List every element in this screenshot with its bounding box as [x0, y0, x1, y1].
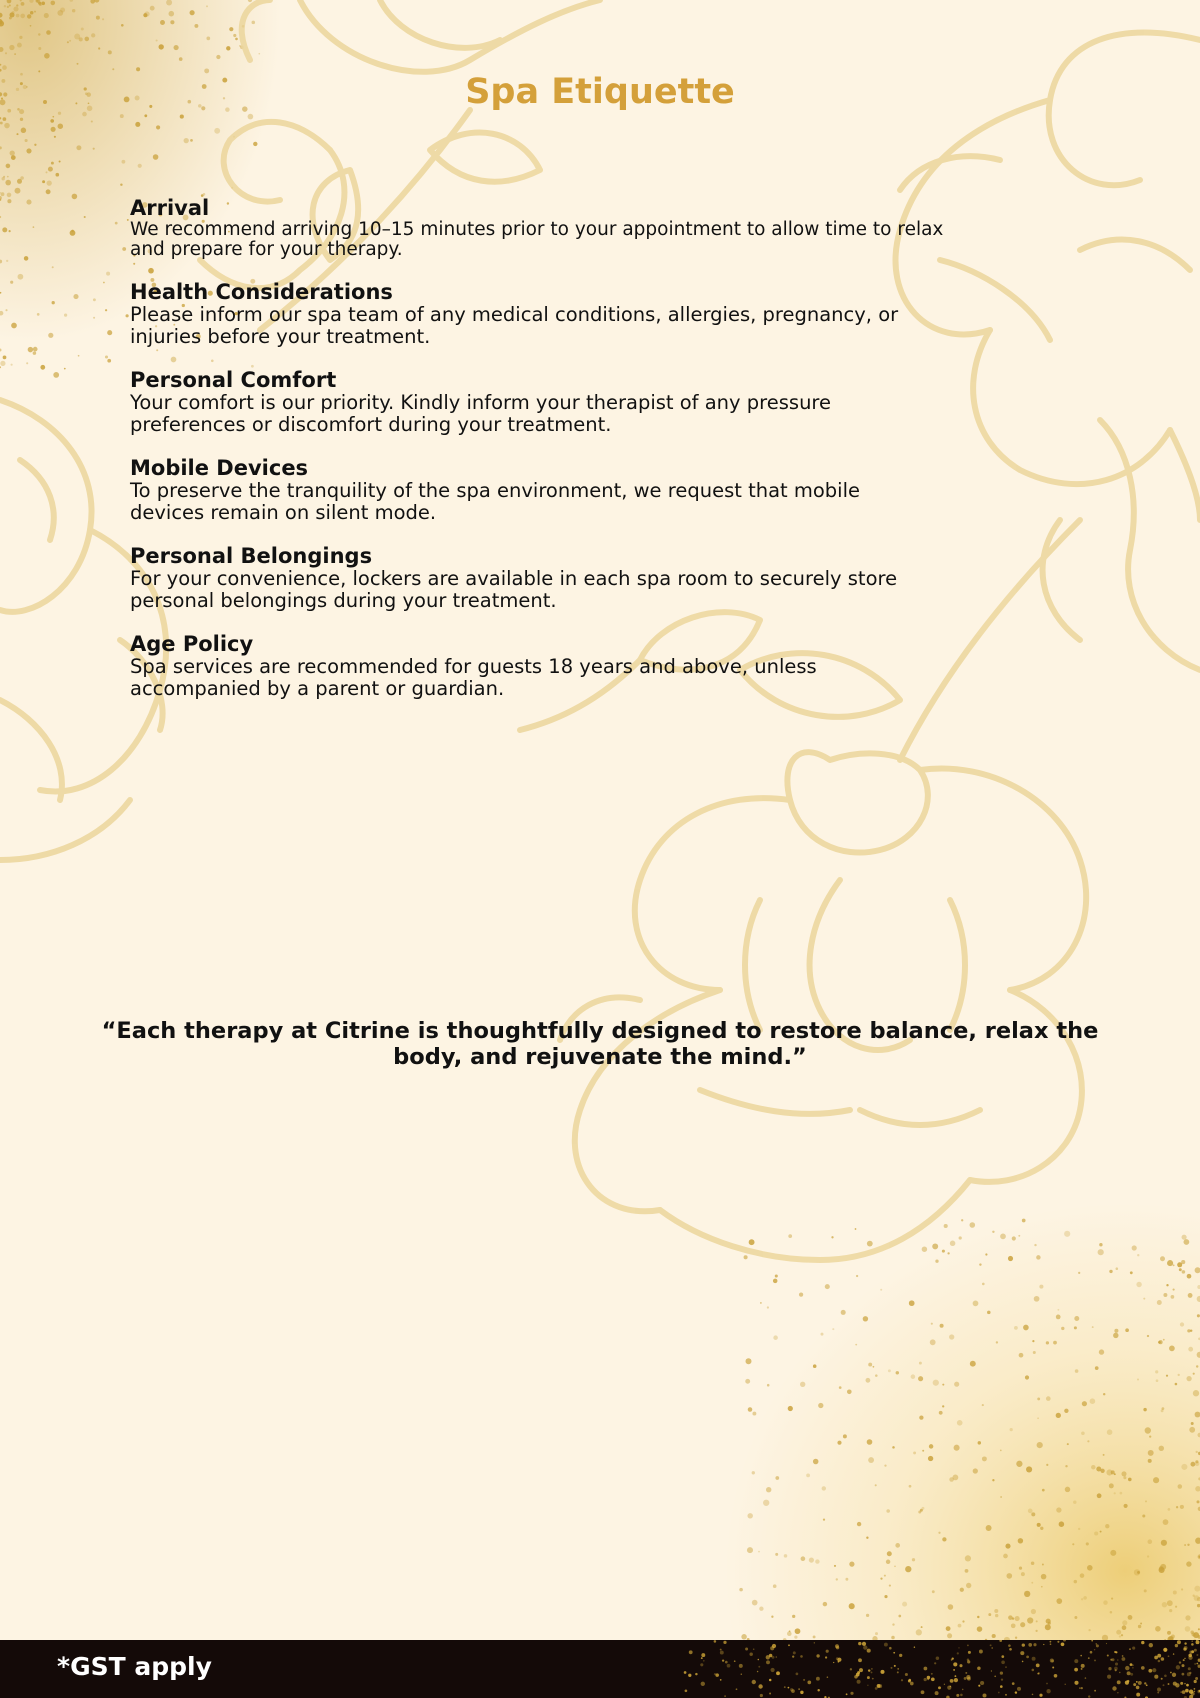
section-mobile-devices [130, 456, 1030, 524]
section-body: Please inform our spa team of any medical conditions, allergies, pregnancy, or injuries before your treatment. [130, 303, 899, 348]
section-arrival [130, 196, 1030, 260]
section-body: We recommend arriving 10–15 minutes prior to your appointment to allow time to relax and prepare for your therapy. [130, 219, 944, 260]
section-heading: Personal Comfort [130, 368, 337, 392]
section-heading: Mobile Devices [130, 456, 309, 480]
gold-glitter-decoration [640, 1640, 1200, 1698]
section-heading: Personal Belongings [130, 544, 373, 568]
section-body: For your convenience, lockers are available in each spa room to securely store personal belongings during your treatment. [130, 567, 898, 612]
citrine-quote: “Each therapy at Citrine is thoughtfully designed to restore balance, relax the body, and rejuvenate the mind.” [101, 1018, 1099, 1070]
section-heading: Health Considerations [130, 280, 393, 304]
section-heading: Age Policy [130, 632, 254, 656]
page-title: Spa Etiquette [465, 72, 735, 112]
section-body: Your comfort is our priority. Kindly inform your therapist of any pressure preferences or discomfort during your treatment. [130, 391, 832, 436]
footer-bar [0, 1640, 1200, 1698]
section-age-policy [130, 632, 1030, 700]
section-body: To preserve the tranquility of the spa environment, we request that mobile devices remain on silent mode. [130, 479, 861, 524]
gst-note: *GST apply [57, 1652, 212, 1681]
section-body: Spa services are recommended for guests 18 years and above, unless accompanied by a parent or guardian. [130, 655, 817, 700]
section-health-considerations [130, 280, 1030, 348]
etiquette-sections [130, 196, 1030, 720]
section-personal-belongings [130, 544, 1030, 612]
section-personal-comfort [130, 368, 1030, 436]
section-heading: Arrival [130, 196, 210, 220]
